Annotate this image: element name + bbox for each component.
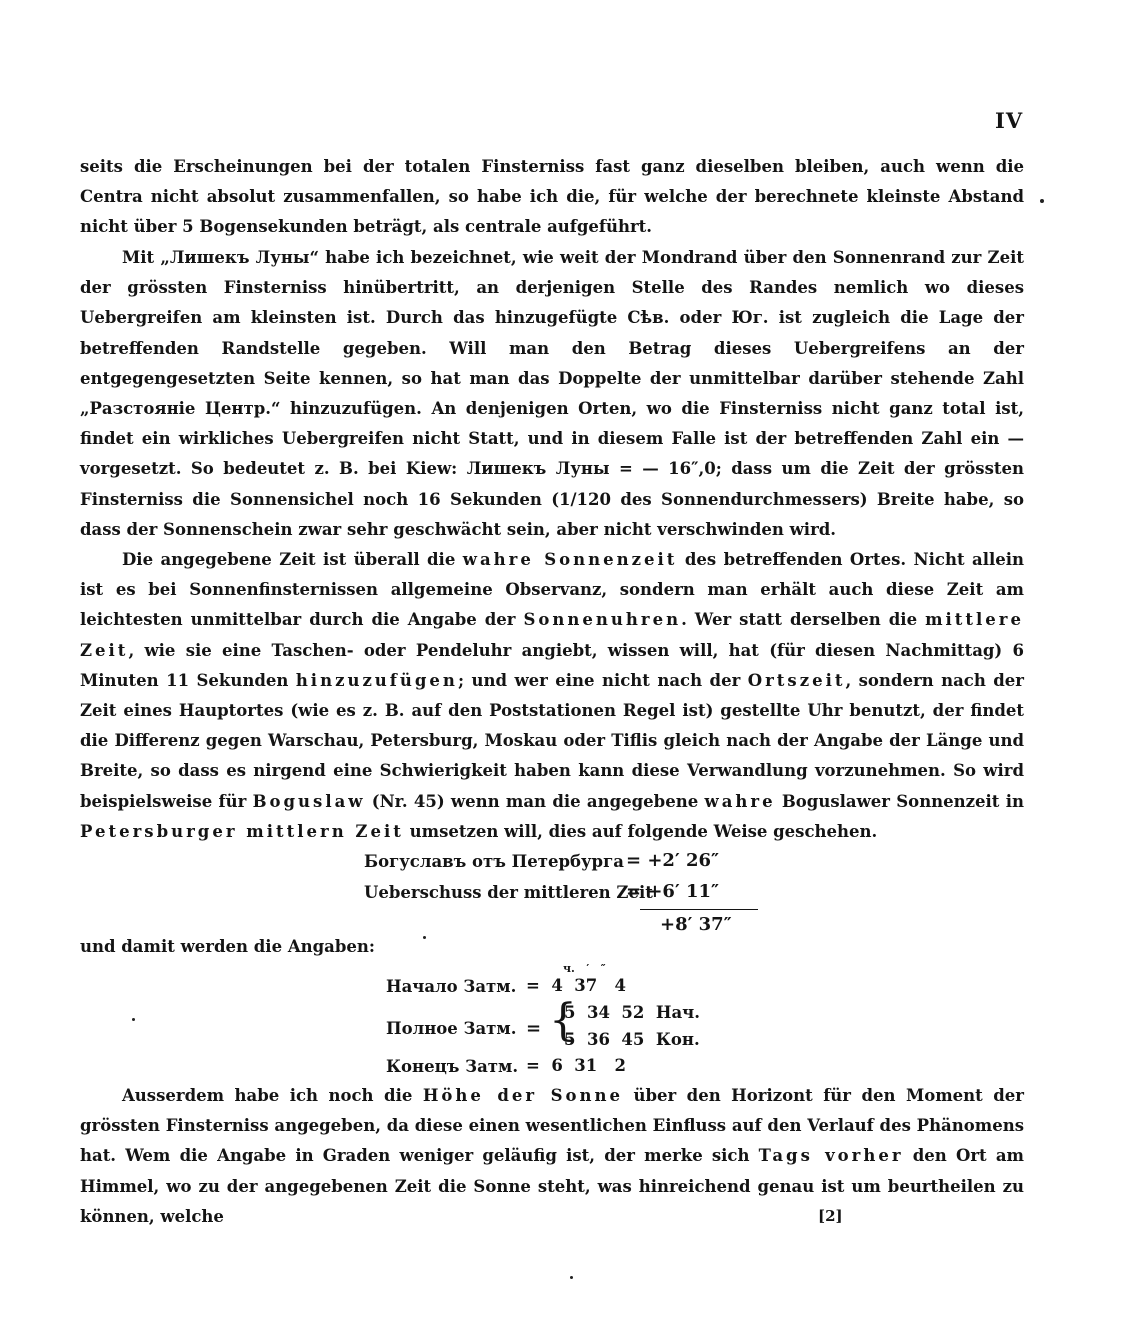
equals-sign: = bbox=[526, 1018, 542, 1039]
table-intro: und damit werden die Angaben: bbox=[80, 937, 375, 956]
unit-marks: ч. ′ ″ bbox=[563, 962, 606, 975]
calc-row-mittlere-label: Ueberschuss der mittleren Zeit bbox=[364, 883, 653, 902]
row-polnoe-start-value: 5 34 52 Нач. bbox=[564, 1003, 700, 1022]
print-speck bbox=[423, 936, 426, 939]
print-speck bbox=[1040, 199, 1044, 203]
brace: { bbox=[549, 995, 577, 1046]
row-polnoe-label: Полное Затм. bbox=[386, 1019, 517, 1038]
row-konets-value: = 6 31 2 bbox=[526, 1056, 626, 1075]
print-speck bbox=[132, 1018, 135, 1021]
paragraph-lishek-luny: Mit „Лишекъ Луны“ habe ich bezeichnet, wie weit der Mondrand über den Sonnenrand zur Zeit der grössten Finsterniss hinübertritt, an derjenigen Stelle des Randes nemlich wo dieses Uebergreifen am kleinsten ist. Durch das hinzugefügte Сѣв. oder Юг. ist zugleich die Lage der betreffenden Randstelle gegeben. Will man den Betrag dieses Uebergreifens an der entgegengesetzten Seite kennen, so hat man das Doppelte der unmittelbar darüber stehende Zahl „Разстояніе Центр.“ hinzuzufügen. An denjenigen Orten, wo die Finsterniss nicht ganz total ist, findet ein wirkliches Uebergreifen nicht Statt, und in diesem Falle ist der betreffenden Zahl ein — vorgesetzt. So bedeutet z. B. bei Kiew: Лишекъ Луны = — 16″,0; dass um die Zeit der grössten Finsterniss die Sonnensichel noch 16 Sekunden (1/120 des Sonnendurchmessers) Breite habe, so dass der Sonnenschein zwar sehr geschwächt sein, aber nicht verschwinden wird. bbox=[80, 248, 1024, 539]
calc-sum-value: +8′ 37″ bbox=[660, 914, 732, 935]
sum-rule bbox=[640, 909, 758, 910]
paragraph-sonnenzeit: Die angegebene Zeit ist überall die wahre Sonnenzeit des betreffenden Ortes. Nicht allein ist es bei Sonnenfinsternissen allgemeine Observanz, sondern man erhält auch diese Zeit am leichtesten unmittelbar durch die Angabe der Sonnenuhren. Wer statt derselben die mittlere Zeit, wie sie eine Taschen- oder Pendeluhr angiebt, wissen will, hat (für diesen Nachmittag) 6 Minuten 11 Sekunden hinzuzufügen; und wer eine nicht nach der Ortszeit, sondern nach der Zeit eines Hauptortes (wie es z. B. auf den Poststationen Regel ist) gestellte Uhr benutzt, der findet die Differenz gegen Warschau, Petersburg, Moskau oder Tiflis gleich nach der Angabe der Länge und Breite, so dass es nirgend eine Schwierigkeit haben kann diese Verwandlung vorzunehmen. So wird beispielsweise für Boguslaw (Nr. 45) wenn man die angegebene wahre Boguslawer Sonnenzeit in Petersburger mittlern Zeit umsetzen will, dies auf folgende Weise geschehen. bbox=[80, 550, 1025, 841]
row-nachalo-label: Начало Затм. bbox=[386, 977, 517, 996]
calc-row-boguslaw-value: = +2′ 26″ bbox=[626, 850, 720, 871]
calc-row-boguslaw-label: Богуславъ отъ Петербурга bbox=[364, 852, 624, 871]
paragraph-centrale: seits die Erscheinungen bei der totalen Finsterniss fast ganz dieselben bleiben, auch wenn die Centra nicht absolut zusammenfallen, so habe ich die, für welche der berechnete kleinste Abstand nicht über 5 Bogensekunden beträgt, als centrale aufgeführt. bbox=[80, 157, 1024, 237]
calc-row-mittlere-value: = +6′ 11″ bbox=[626, 881, 720, 902]
row-konets-label: Конецъ Затм. bbox=[386, 1057, 519, 1076]
page-number: IV bbox=[995, 108, 1024, 133]
row-polnoe-end-value: 5 36 45 Кон. bbox=[564, 1030, 700, 1049]
paragraph-hoehe: Ausserdem habe ich noch die Höhe der Sonne über den Horizont für den Moment der grössten Finsterniss angegeben, da diese einen wesentlichen Einfluss auf den Verlauf des Phänomens hat. Wem die Angabe in Graden weniger geläufig ist, der merke sich Tags vorher den Ort am Himmel, wo zu der angegebenen Zeit die Sonne steht, was hinreichend genau ist um beurtheilen zu können, welche bbox=[80, 1086, 1025, 1226]
row-nachalo-value: = 4 37 4 bbox=[526, 976, 626, 995]
print-speck bbox=[570, 1276, 573, 1279]
signature-mark: [2] bbox=[818, 1207, 843, 1225]
